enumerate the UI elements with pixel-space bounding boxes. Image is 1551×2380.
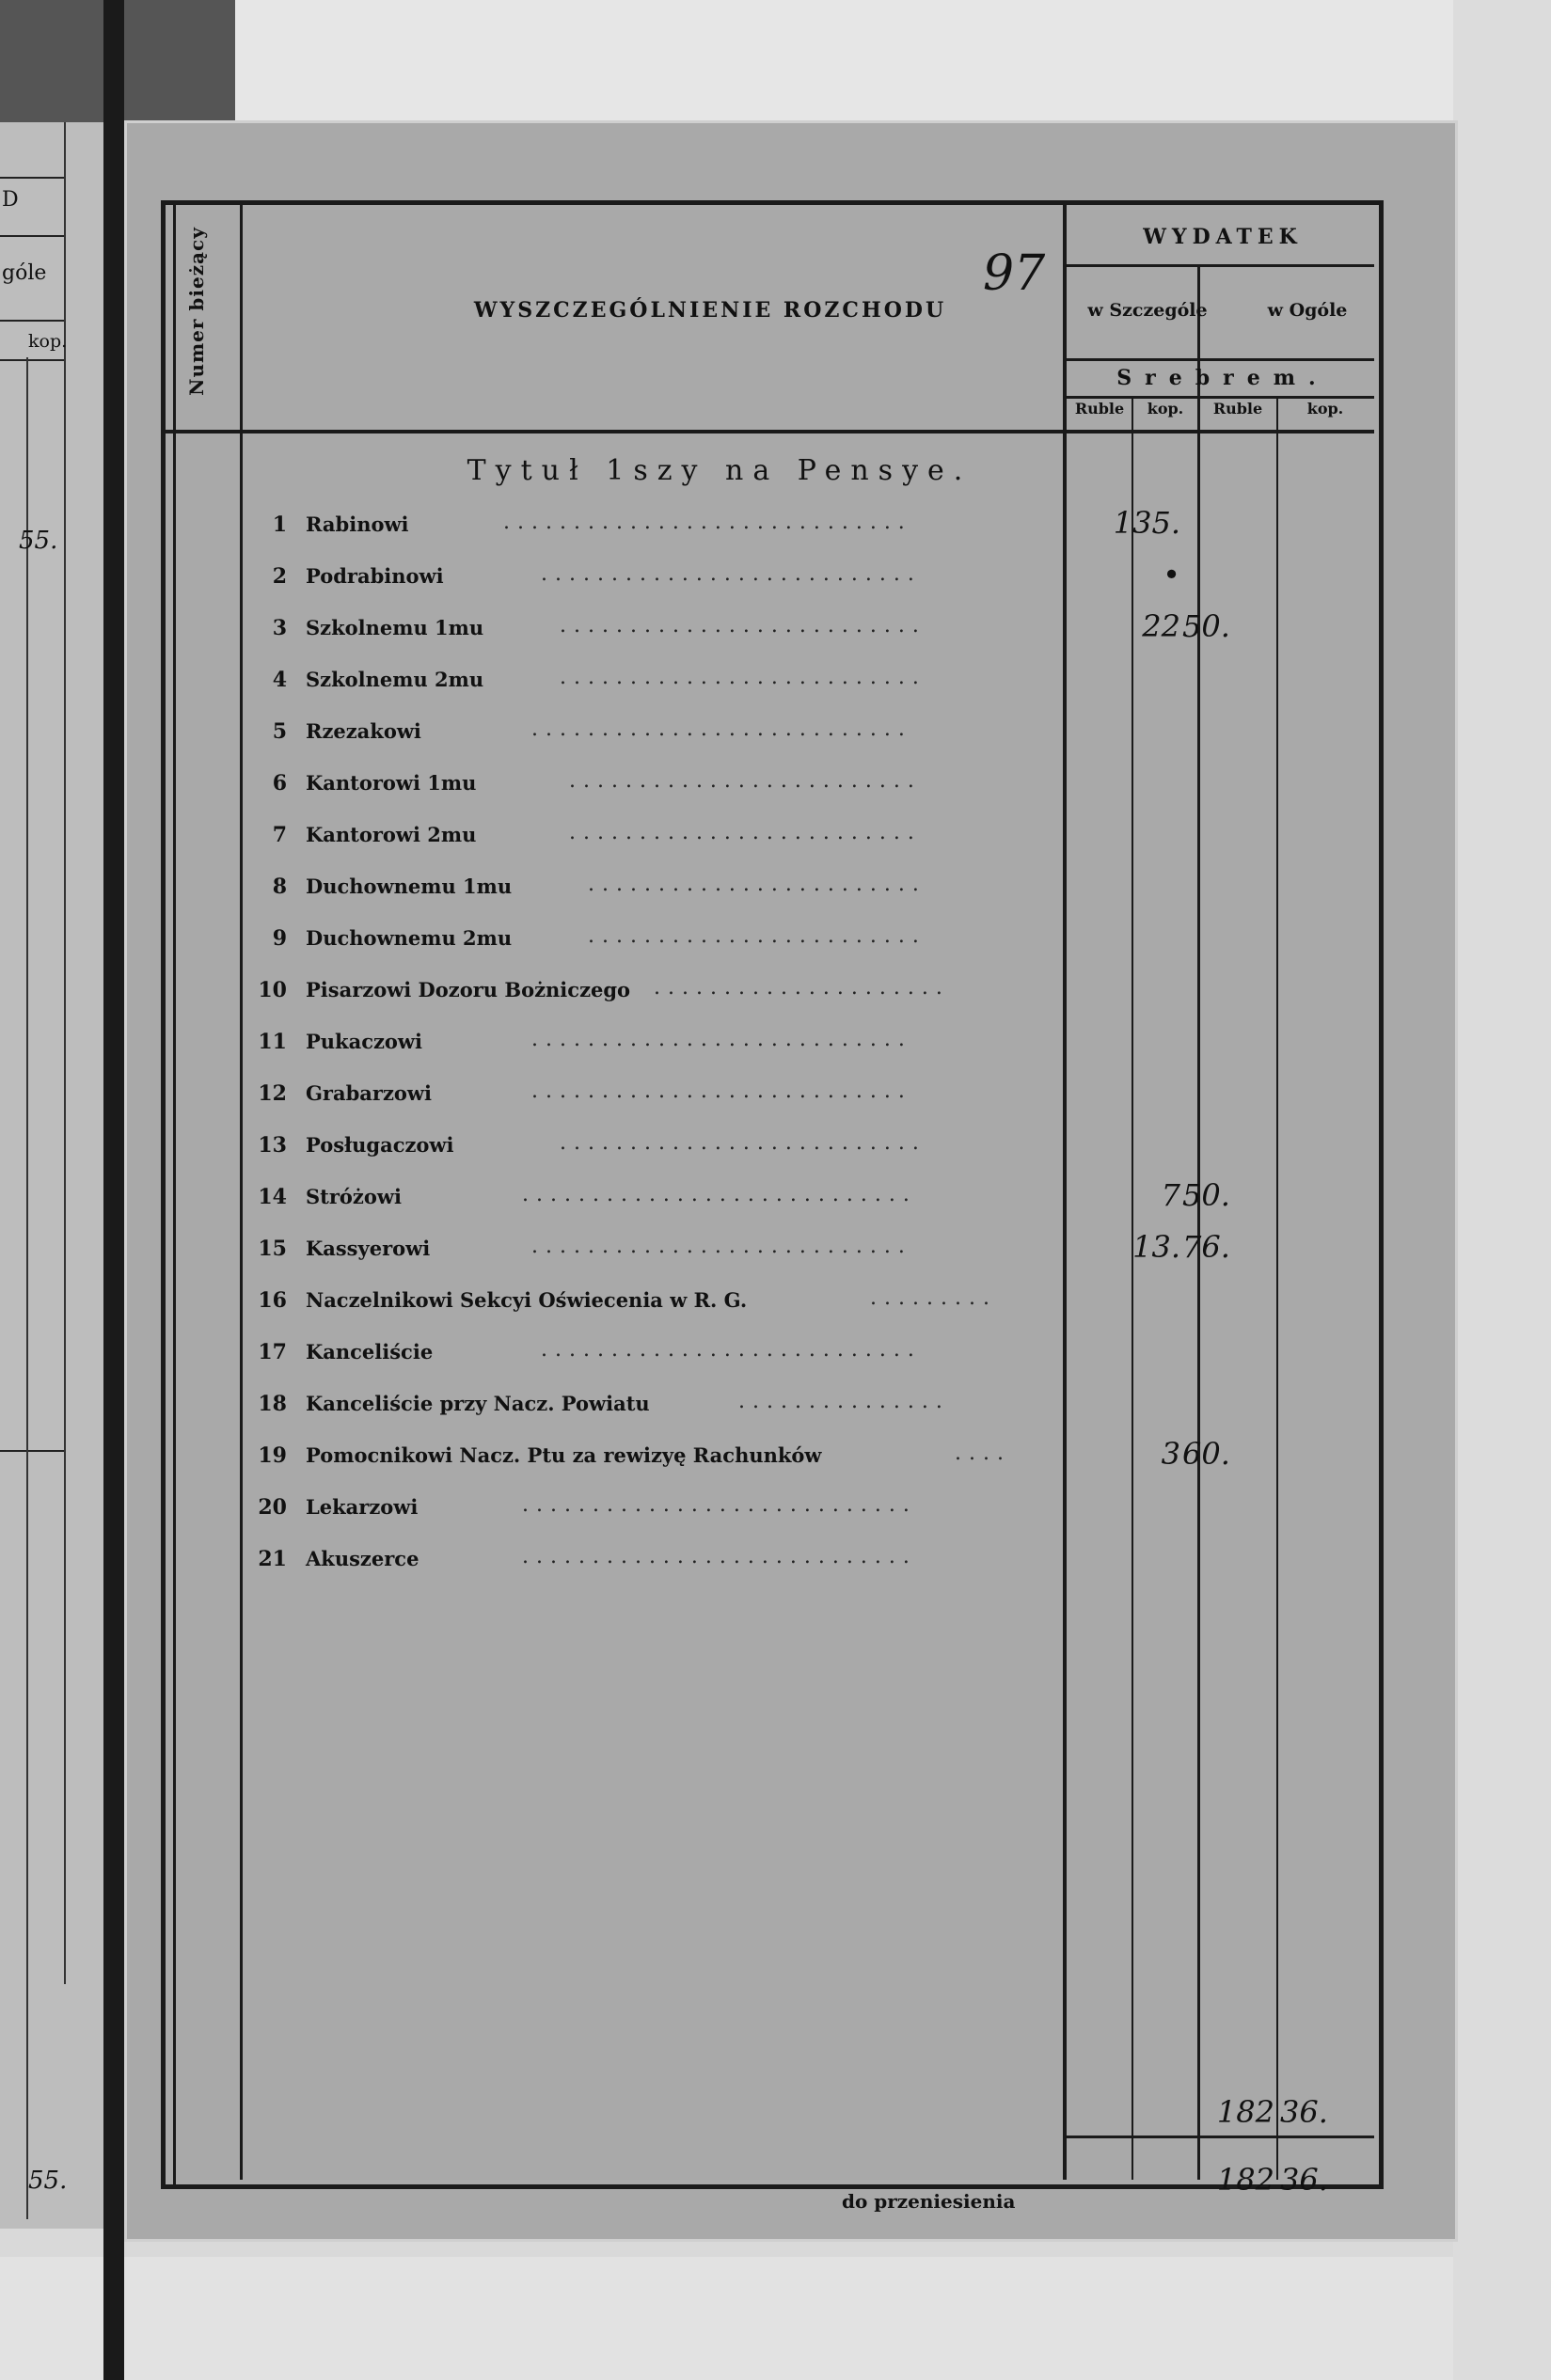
ledger-row xyxy=(127,1336,1455,1368)
ledger-row xyxy=(127,1285,1455,1316)
row-number: 15 xyxy=(258,1237,287,1261)
row-label: Szkolnemu 1mu xyxy=(306,616,484,639)
row-label: Stróżowi xyxy=(306,1185,402,1208)
header-rule xyxy=(1066,264,1374,267)
leader-dots: ........................ xyxy=(588,873,926,896)
left-page-column-rule xyxy=(64,122,66,1984)
ledger-row xyxy=(127,1543,1455,1575)
ledger-row xyxy=(127,1129,1455,1161)
row-label: Akuszerce xyxy=(306,1547,419,1570)
ledger-page xyxy=(124,120,1458,2242)
carry-ruble: 182 xyxy=(1216,2162,1274,2198)
row-number: 3 xyxy=(272,616,287,640)
sum-ruble: 182 xyxy=(1216,2094,1274,2130)
ledger-row xyxy=(127,1229,1455,1265)
header-bottom-rule xyxy=(165,430,1374,433)
row-label: Kantorowi 2mu xyxy=(306,823,477,846)
expense-header: WYDATEK xyxy=(1143,225,1303,249)
row-number: 9 xyxy=(272,926,287,951)
currency-header: Srebrem. xyxy=(1116,366,1329,390)
row-label: Naczelnikowi Sekcyi Oświecenia w R. G. xyxy=(306,1288,748,1312)
leader-dots: ........................... xyxy=(531,717,912,741)
row-label: Szkolnemu 2mu xyxy=(306,668,484,691)
row-label: Kassyerowi xyxy=(306,1237,431,1260)
row-number: 11 xyxy=(258,1030,287,1054)
row-number: 20 xyxy=(258,1495,287,1520)
total-rule xyxy=(1066,2136,1374,2138)
row-label: Pukaczowi xyxy=(306,1030,422,1053)
row-label: Lekarzowi xyxy=(306,1495,419,1519)
row-kop: 50. xyxy=(1182,1177,1230,1213)
row-label: Podrabinowi xyxy=(306,564,444,588)
row-number: 4 xyxy=(272,668,287,692)
row-label: Pisarzowi Dozoru Bożniczego xyxy=(306,978,631,1001)
detail-total-rule xyxy=(1197,264,1200,2180)
row-number: 16 xyxy=(258,1288,287,1313)
ledger-row xyxy=(127,871,1455,903)
leader-dots: ......................... xyxy=(569,821,922,844)
row-number: 13 xyxy=(258,1133,287,1158)
left-page-rule xyxy=(0,1450,66,1452)
row-ruble: 7 xyxy=(1161,1177,1180,1213)
row-label: Rabinowi xyxy=(306,512,409,536)
carry-kop: 36. xyxy=(1280,2162,1328,2198)
row-number: 10 xyxy=(258,978,287,1002)
left-page-header-mid: góle xyxy=(2,261,47,285)
row-kop: 50. xyxy=(1182,608,1230,644)
row-ruble: 22 xyxy=(1142,608,1180,644)
row-number: 5 xyxy=(272,719,287,744)
header-rule xyxy=(1066,358,1374,361)
leader-dots: .......................... xyxy=(560,666,926,689)
kop-header-2: kop. xyxy=(1306,400,1344,418)
header-rule xyxy=(1066,396,1374,399)
leader-dots: ........................... xyxy=(531,1080,912,1103)
row-kop: 76. xyxy=(1182,1229,1230,1265)
row-label: Pomocnikowi Nacz. Ptu za rewizyę Rachunków xyxy=(306,1443,822,1467)
row-kop: 60. xyxy=(1182,1436,1230,1472)
leader-dots: ............................. xyxy=(503,511,912,534)
leader-dots: ............................ xyxy=(522,1493,917,1517)
row-ruble: 3 xyxy=(1161,1436,1180,1472)
left-page-entry: 55. xyxy=(19,527,58,555)
row-number: 17 xyxy=(258,1340,287,1364)
sum-kop: 36. xyxy=(1280,2094,1328,2130)
row-label: Kantorowi 1mu xyxy=(306,771,477,795)
leader-dots: ......................... xyxy=(569,769,922,793)
leader-dots: ............................ xyxy=(522,1183,917,1206)
page-title: WYSZCZEGÓLNIENIE ROZCHODU xyxy=(473,298,947,323)
ledger-row xyxy=(127,664,1455,696)
row-number: 8 xyxy=(272,875,287,899)
ledger-row xyxy=(127,1078,1455,1110)
ledger-row xyxy=(127,557,1455,592)
row-number: 14 xyxy=(258,1185,287,1209)
leader-dots: ........................... xyxy=(531,1028,912,1051)
ledger-row xyxy=(127,1436,1455,1472)
handwritten-page-number: 97 xyxy=(983,245,1046,302)
left-page-rule xyxy=(0,177,66,179)
leader-dots: ........................... xyxy=(541,1338,922,1362)
ledger-row xyxy=(127,1177,1455,1213)
left-page-header-col: kop. xyxy=(28,331,68,352)
ledger-row xyxy=(127,767,1455,799)
row-number: 2 xyxy=(272,564,287,589)
ledger-row xyxy=(127,974,1455,1006)
left-page-fragment xyxy=(0,122,107,2229)
row-number: 18 xyxy=(258,1392,287,1416)
left-page-rule xyxy=(0,320,66,322)
ledger-row xyxy=(127,922,1455,954)
scan-background-right xyxy=(1453,0,1551,2380)
row-label: Posługaczowi xyxy=(306,1133,454,1157)
row-number: 6 xyxy=(272,771,287,796)
row-label: Duchownemu 2mu xyxy=(306,926,513,950)
section-title: Tytuł 1szy na Pensye. xyxy=(467,454,973,487)
row-ruble: 13. xyxy=(1132,1229,1180,1265)
left-page-header-top: D xyxy=(2,188,19,212)
ledger-row xyxy=(127,608,1455,644)
row-number: 1 xyxy=(272,512,287,537)
leader-dots: ..................... xyxy=(654,976,950,1000)
row-label: Rzezakowi xyxy=(306,719,421,743)
ruble-header-2: Ruble xyxy=(1212,400,1263,418)
left-page-rule xyxy=(0,235,66,237)
row-label: Kanceliście przy Nacz. Powiatu xyxy=(306,1392,650,1415)
ledger-row xyxy=(127,819,1455,851)
leader-dots: ........................... xyxy=(531,1235,912,1258)
ledger-row xyxy=(127,1388,1455,1420)
leader-dots: ........................ xyxy=(588,924,926,948)
row-number: 21 xyxy=(258,1547,287,1571)
row-number: 7 xyxy=(272,823,287,847)
leader-dots: .... xyxy=(955,1442,1011,1465)
leader-dots: .......................... xyxy=(560,614,926,638)
row-label: Kanceliście xyxy=(306,1340,434,1363)
row-label: Duchownemu 1mu xyxy=(306,875,513,898)
leader-dots: ........................... xyxy=(541,562,922,586)
total-header: w Ogóle xyxy=(1267,300,1348,321)
ledger-row xyxy=(127,1491,1455,1523)
left-page-bottom-entry: 55. xyxy=(28,2167,68,2195)
row-number-header: Numer bieżący xyxy=(185,227,209,396)
row-label: Grabarzowi xyxy=(306,1081,432,1105)
ruble-header-1: Ruble xyxy=(1074,400,1125,418)
row-number: 19 xyxy=(258,1443,287,1468)
carry-forward-label: do przeniesienia xyxy=(842,2190,1016,2213)
book-spine xyxy=(103,0,124,2380)
ledger-row xyxy=(127,505,1455,541)
row-ruble: • xyxy=(1163,557,1180,592)
ledger-row xyxy=(127,716,1455,748)
left-page-rule xyxy=(0,359,66,361)
row-ruble: 135. xyxy=(1113,505,1180,541)
row-number: 12 xyxy=(258,1081,287,1106)
left-page-column-rule xyxy=(26,357,28,2219)
ledger-row xyxy=(127,1026,1455,1058)
detail-header: w Szczególe xyxy=(1087,300,1208,321)
scan-background-bottom xyxy=(0,2257,1551,2380)
leader-dots: ............................ xyxy=(522,1545,917,1568)
leader-dots: ......... xyxy=(870,1286,997,1310)
leader-dots: .......................... xyxy=(560,1131,926,1155)
kop-header-1: kop. xyxy=(1147,400,1184,418)
leader-dots: ............... xyxy=(738,1390,950,1413)
